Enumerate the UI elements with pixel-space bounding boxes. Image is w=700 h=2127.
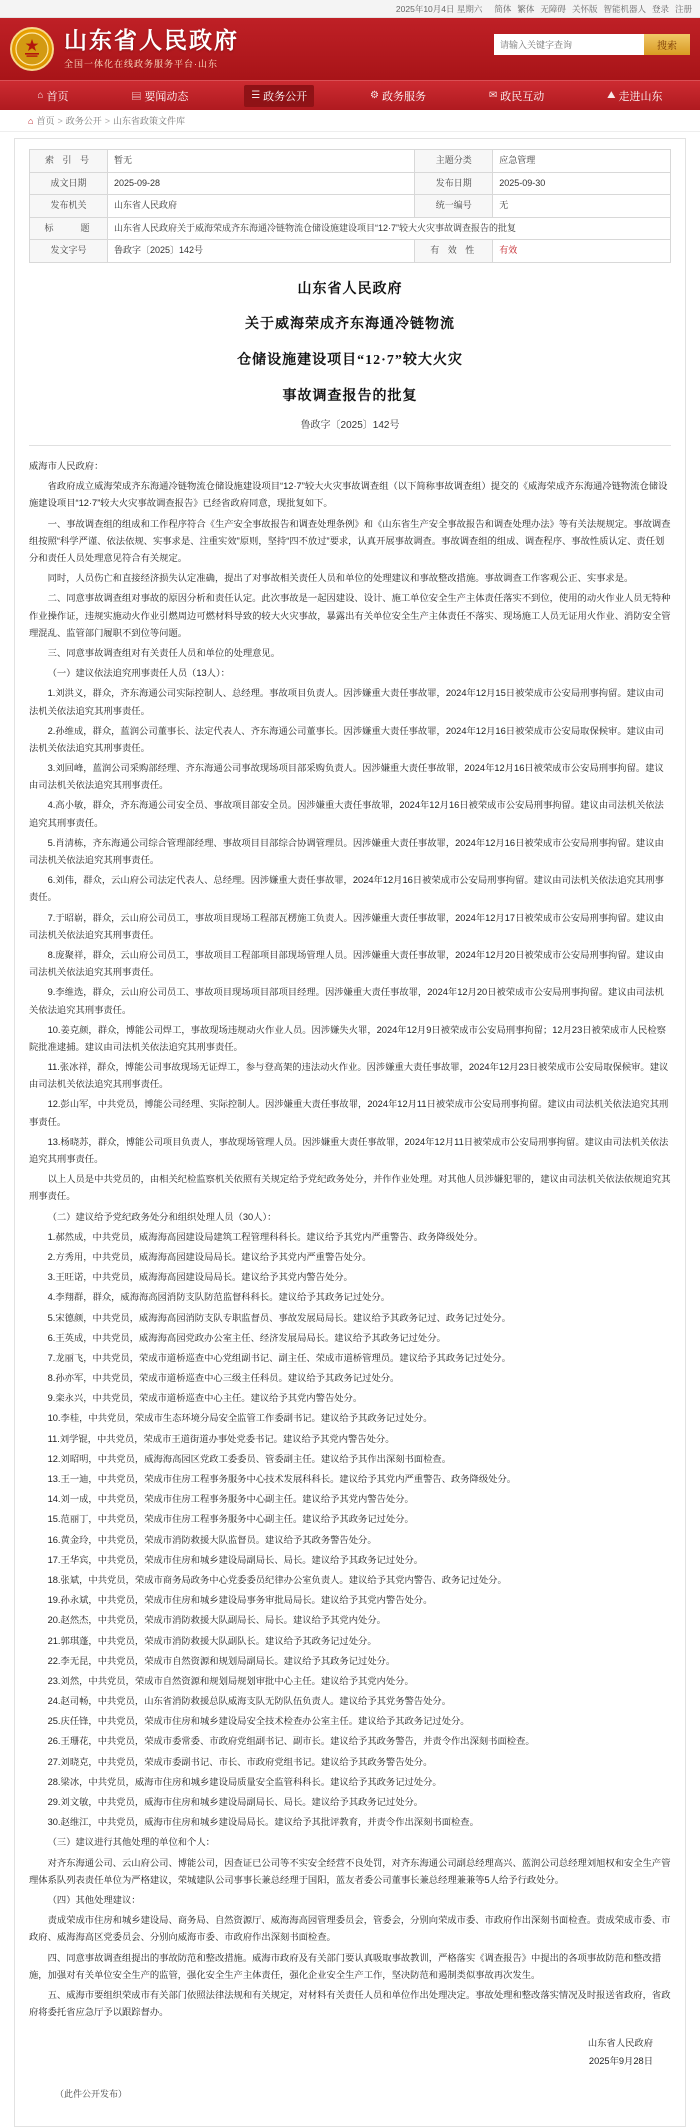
list-item: 4.高小敏，群众，齐东海通公司安全员、事故项目部安全员。因涉嫌重大责任事故罪，2024年12月16日被荣成市公安局刑事拘留。建议由司法机关依法追究其刑事责任。 <box>29 800 664 828</box>
list-item: 10.姜克颜，群众，博能公司焊工，事故现场违规动火作业人员。因涉嫌失火罪，2024年12月9日被荣成市公安局刑事拘留；12月23日被荣成市人民检察院批准逮捕。建议由司法机关依法追究其刑事责任。 <box>29 1024 666 1052</box>
list-item: 13.王一迪，中共党员，荣成市住房工程事务服务中心技术发展科科长。建议给予其党内严重警告、政务降级处分。 <box>47 1474 517 1484</box>
breadcrumb-level2[interactable]: 山东省政策文件库 <box>113 116 186 126</box>
doc-title-line-1: 山东省人民政府 <box>297 281 403 297</box>
body-paragraph-6: 四、同意事故调查组提出的事故防范和整改措施。威海市政府及有关部门要认真吸取事故教训，严格落实《调查报告》中提出的各项事故防范和整改措施，加强对有关单位安全生产的监管，强化安全生产主体责任，强化企业安全生产工作，坚决防范和遏制类似事故再次发生。 <box>29 1952 662 1980</box>
meta-label-validity: 有 效 性 <box>415 240 493 263</box>
list-item: 4.李翔群，群众，威海海高园消防支队防范监督科科长。建议给予其政务记过处分。 <box>47 1292 391 1303</box>
list-item: 12.刘昭明，中共党员，威海海高园区党政工委委员、管委副主任。建议给予其作出深刻书面检查。 <box>47 1453 451 1464</box>
list-item: 30.赵维江，中共党员，威海市住房和城乡建设局局长。建议给予其批评教育，并责令作出深刻书面检查。 <box>47 1817 479 1828</box>
search-button[interactable]: 搜索 <box>644 34 690 55</box>
list-item: 18.张斌，中共党员，荣成市商务局政务中心党委委员纪律办公室负责人。建议给予其党内警告、政务记过处分。 <box>47 1574 507 1585</box>
signature-block <box>29 2035 671 2070</box>
meta-label-issuer: 发布机关 <box>30 195 108 218</box>
list-item: 19.孙永斌，中共党员，荣成市住房和城乡建设局事务审批局局长。建议给予其党内警告处分。 <box>47 1595 433 1606</box>
body-paragraph-1: 省政府成立威海荣成齐东海通冷链物流仓储设施建设项目“12·7”较大火灾事故调查组（以下简称事故调查组）提交的《威海荣成齐东海通冷链物流仓储设施建设项目“12·7”较大火灾事故调查报告》已经省政府同意，现批复如下。 <box>29 481 668 509</box>
list-item: 3.刘回峰，蓝润公司采购部经理、齐东海通公司事故现场项目部采购负责人。因涉嫌重大责任事故罪，2024年12月16日被荣成市公安局刑事拘留。建议由司法机关依法追究其刑事责任。 <box>29 763 664 791</box>
nav-item-landmark[interactable] <box>600 85 669 107</box>
meta-label-unified-number: 统一编号 <box>415 195 493 218</box>
list-item: 1.刘洪义，群众，齐东海通公司实际控制人、总经理。事故项目负责人。因涉嫌重大责任事故罪，2024年12月15日被荣成市公安局刑事拘留。建议由司法机关依法追究其刑事责任。 <box>29 688 664 716</box>
list-item: 24.赵司畅，中共党员，山东省消防救援总队威海支队无防队伍负责人。建议给予其党务警告处分。 <box>47 1696 451 1707</box>
site-search <box>494 34 690 55</box>
breadcrumb-home[interactable]: 首页 <box>36 116 55 126</box>
nav-label-open-gov: 政务公开 <box>263 90 308 103</box>
list-item: 21.郭琪蓬，中共党员，荣成市消防救援大队副队长。建议给予其政务记过处分。 <box>47 1635 377 1646</box>
list-item: 9.栾永兴，中共党员，荣成市道桥巡查中心主任。建议给予其党内警告处分。 <box>47 1393 363 1404</box>
list-item: 8.孙亦军，中共党员，荣成市道桥巡查中心三级主任科员。建议给予其政务记过处分。 <box>47 1373 400 1384</box>
list-item: 17.王华宾，中共党员，荣成市住房和城乡建设局副局长、局长。建议给予其政务记过处分。 <box>47 1554 424 1565</box>
salutation: 威海市人民政府： <box>29 461 104 472</box>
list-item: 2.孙维成，群众，蓝润公司董事长、法定代表人、齐东海通公司董事长。因涉嫌重大责任事故罪，2024年12月16日被荣成市公安局取保候审。建议由司法机关依法追究其刑事责任。 <box>29 725 664 753</box>
list-item: 11.张冰祥，群众，博能公司事故现场无证焊工，参与登高架的违法动火作业。因涉嫌重大责任事故罪，2024年12月23日被荣成市公安局取保候审。建议由司法机关依法追究其刑事责任。 <box>29 1062 669 1090</box>
meta-value-category: 应急管理 <box>493 150 671 173</box>
nav-item-service[interactable] <box>363 85 433 107</box>
breadcrumb-level1[interactable]: 政务公开 <box>65 116 102 126</box>
doc-title-line-3: 仓储设施建设项目“12·7”较大火灾 <box>237 353 463 369</box>
list-item: 14.刘一成，中共党员，荣成市住房工程事务服务中心副主任。建议给予其党内警告处分。 <box>47 1494 414 1505</box>
table-row <box>30 217 671 240</box>
section-2-title: （二）建议给予党纪政务处分和组织处理人员（30人）： <box>47 1211 277 1222</box>
site-title-block <box>64 28 239 70</box>
nav-item-open-gov[interactable] <box>244 85 314 107</box>
service-icon: ⚙ <box>370 90 379 101</box>
signer-name: 山东省人民政府 <box>587 2038 653 2049</box>
table-row <box>30 172 671 195</box>
document-paper <box>14 138 686 2127</box>
list-item: 22.李无昆，中共党员，荣成市自然资源和规划局副局长。建议给予其政务记过处分。 <box>47 1655 396 1666</box>
nav-item-home[interactable] <box>30 85 75 107</box>
signer-date: 2025年9月28日 <box>588 2055 653 2066</box>
list-item: 20.赵然杰，中共党员，荣成市消防救援大队副局长、局长。建议给予其党内处分。 <box>47 1615 386 1626</box>
topbar-link-login[interactable]: 登录 <box>651 3 669 14</box>
list-item: 6.王英成，中共党员，威海海高园党政办公室主任、经济发展局局长。建议给予其政务记过处分。 <box>47 1332 446 1343</box>
interaction-icon: ✉ <box>488 90 498 101</box>
list-item: 26.王珊花，中共党员，荣成市委常委、市政府党组副书记、副市长。建议给予其政务警告，并责令作出深刻书面检查。 <box>47 1736 535 1747</box>
list-item: 13.杨晓苏，群众，博能公司项目负责人，事故现场管理人员。因涉嫌重大责任事故罪，2024年12月11日被荣成市公安局刑事拘留。建议由司法机关依法追究其刑事责任。 <box>29 1136 669 1164</box>
list-item: 3.王旺诺，中共党员，威海海高园建设局局长。建议给予其党内警告处分。 <box>47 1272 353 1283</box>
section-3-text: 对齐东海通公司、云山府公司、博能公司，因查证已公司等不实安全经营不良处罚，对齐东海通公司副总经理高兴、蓝润公司总经理刘旭权和安全生产管理体系队列表责任单位为严格建议，荣城建队公司事事长兼总经理于国阳，蓝友者委公司董事长兼总经理兼兼等5人给予行政处分。 <box>29 1857 671 1885</box>
list-item: 10.李桂，中共党员，荣成市生态环境分局安全监管工作委副书记。建议给予其政务记过处分。 <box>47 1413 433 1424</box>
utility-topbar <box>0 0 700 18</box>
divider <box>29 445 671 446</box>
list-item: 2.方秀用，中共党员，威海海高园建设局局长。建议给予其党内严重警告处分。 <box>47 1251 372 1262</box>
list-item: 29.刘文敏，中共党员，威海市住房和城乡建设局副局长、局长。建议给予其政务记过处分。 <box>47 1797 424 1807</box>
meta-label-written-date: 成文日期 <box>30 172 108 195</box>
list-item: 5.肖清栋，齐东海通公司综合管理部经理、事故项目目部综合协调管理员。因涉嫌重大责任事故罪，2024年12月16日被荣成市公安局刑事拘留。建议由司法机关依法追究其刑事责任。 <box>29 837 664 865</box>
public-release-note: （此件公开发布） <box>55 2088 128 2099</box>
topbar-link-simplified[interactable]: 简体 <box>494 3 512 14</box>
national-emblem-icon <box>10 27 54 71</box>
list-item: 7.于昭崭，群众，云山府公司员工，事故项目现场工程部瓦楞施工负责人。因涉嫌重大责任事故罪，2024年12月17日被荣成市公安局刑事拘留。建议由司法机关依法追究其刑事责任。 <box>29 912 664 940</box>
list-item: 15.范丽丁，中共党员，荣成市住房工程事务服务中心副主任。建议给予其政务记过处分。 <box>47 1514 414 1525</box>
breadcrumb-sep-2: > <box>104 115 110 126</box>
list-item: 16.黄金玲，中共党员，荣成市消防救援大队监督员。建议给予其政务警告处分。 <box>47 1534 377 1545</box>
search-input[interactable] <box>494 34 644 55</box>
meta-label-index: 索 引 号 <box>30 150 108 173</box>
nav-label-landmark: 走进山东 <box>618 90 663 103</box>
site-header <box>0 18 700 80</box>
meta-value-docnum: 鲁政字〔2025〕142号 <box>108 240 415 263</box>
meta-value-written-date: 2025-09-28 <box>108 172 415 195</box>
section-1-title: （一）建议依法追究刑事责任人员（13人）： <box>47 668 230 679</box>
list-item: 5.宋德颜，中共党员，威海海高园消防支队专职监督员、事故发展局局长。建议给予其政务记过、政务记过处分。 <box>47 1312 511 1323</box>
page-title <box>29 277 671 411</box>
meta-label-docnum: 发文字号 <box>30 240 108 263</box>
status-badge-validity: 有效 <box>493 240 671 263</box>
nav-label-home: 首页 <box>46 90 69 103</box>
meta-value-index: 暂无 <box>108 150 415 173</box>
body-paragraph-5: 三、同意事故调查组对有关责任人员和单位的处理意见。 <box>47 647 281 658</box>
meta-value-issuer: 山东省人民政府 <box>108 195 415 218</box>
site-subtitle: 全国一体化在线政务服务平台·山东 <box>64 59 218 70</box>
main-nav <box>0 80 700 110</box>
meta-label-category: 主题分类 <box>415 150 493 173</box>
body-paragraph-4: 二、同意事故调查组对事故的原因分析和责任认定。此次事故是一起因建设、设计、施工单位安全生产主体责任落实不到位，使用的动火作业人员无特种作业操作证，违规实施动火作业引燃周边可燃材料导致的较大火灾事故，暴露出有关单位安全生产主体责任不落实、现场施工人员无证用火作业、消防安全管理混乱、监管部门履职不到位等问题。 <box>29 593 671 638</box>
document-meta-table <box>29 149 671 263</box>
document-body <box>29 458 671 2021</box>
breadcrumb-sep-1: > <box>57 115 63 126</box>
list-item: 27.刘晓克，中共党员，荣成市委副书记、市长、市政府党组书记。建议给予其政务警告处分。 <box>47 1756 433 1767</box>
body-paragraph-2: 一、事故调查组的组成和工作程序符合《生产安全事故报告和调查处理条例》和《山东省生产安全事故报告和调查处理办法》等有关法规规定。事故调查组按照“科学严谨、依法依规、实事求是、注重实效”原则，坚持“四不放过”要求，认真开展事故调查。事故调查组的组成、调查程序、事故性质认定、责任划分和责任人员处理意见符合有关规定。 <box>29 518 671 563</box>
list-item: 28.梁冰，中共党员，威海市住房和城乡建设局质量安全监管科科长。建议给予其政务记过处分。 <box>47 1776 442 1787</box>
meta-label-title: 标 题 <box>30 217 108 240</box>
nav-item-news[interactable] <box>124 85 195 107</box>
section-4-text: 责成荣成市住房和城乡建设局、商务局、自然资源厅、威海海高园管理委员会，管委会，分别向荣成市委、市政府作出深刻书面检查。责成荣成市委、市政府、威海海高区党委员会、分别向威海市委、市政府作出深刻书面检查。 <box>29 1915 671 1943</box>
table-row <box>30 150 671 173</box>
home-icon: ⌂ <box>37 90 44 101</box>
list-item: 9.李维选，群众，云山府公司员工、事故项目现场项目部项目经理。因涉嫌重大责任事故罪，2024年12月20日被荣成市公安局刑事拘留。建议由司法机关依法追究其刑事责任。 <box>29 987 664 1015</box>
topbar-link-register[interactable]: 注册 <box>674 3 692 14</box>
section-1-note: 以上人员是中共党员的，由相关纪检监察机关依照有关规定给予党纪政务处分，并作作业处理。对其他人员涉嫌犯罪的，建议由司法机关依法依规追究其刑事责任。 <box>29 1174 671 1202</box>
doc-title-line-2: 关于威海荣成齐东海通冷链物流 <box>245 317 455 333</box>
topbar-link-robot[interactable]: 智能机器人 <box>603 3 646 14</box>
list-item: 1.郝然成，中共党员，威海海高园建设局建筑工程管理科科长。建议给予其党内严重警告、政务降级处分。 <box>47 1231 484 1242</box>
body-paragraph-3: 同时，人员伤亡和直接经济损失认定准确，提出了对事故相关责任人员和单位的处理建议和事故整改措施。事故调查工作客观公正、实事求是。 <box>47 573 634 584</box>
nav-label-news: 要闻动态 <box>144 90 189 103</box>
table-row <box>30 240 671 263</box>
meta-value-title: 山东省人民政府关于威海荣成齐东海通冷链物流仓储设施建设项目“12·7”较大火灾事故调查报告的批复 <box>108 217 671 240</box>
topbar-link-care-mode[interactable]: 关怀版 <box>571 3 598 14</box>
list-item: 6.刘伟，群众，云山府公司法定代表人、总经理。因涉嫌重大责任事故罪，2024年12月16日被荣成市公安局刑事拘留。建议由司法机关依法追究其刑事责任。 <box>29 875 664 903</box>
section-3-title: （三）建议进行其他处理的单位和个人： <box>47 1837 215 1848</box>
landmark-icon: ⛰ <box>607 90 616 101</box>
nav-label-interaction: 政民互动 <box>500 90 545 103</box>
meta-value-publish-date: 2025-09-30 <box>493 172 671 195</box>
open-gov-icon: ☰ <box>251 90 261 101</box>
nav-item-interaction[interactable] <box>482 85 551 107</box>
list-item: 7.龙丽飞，中共党员，荣成市道桥巡查中心党组副书记、副主任、荣成市道桥管理员。建议给予其政务记过处分。 <box>47 1352 511 1363</box>
list-item: 8.庞聚祥，群众，云山府公司员工，事故项目工程部项目部现场管理人员。因涉嫌重大责任事故罪，2024年12月20日被荣成市公安局刑事拘留。建议由司法机关依法追究其刑事责任。 <box>29 949 664 978</box>
nav-label-service: 政务服务 <box>381 90 426 103</box>
list-item: 25.庆任锋，中共党员，荣成市住房和城乡建设局安全技术检查办公室主任。建议给予其政务记过处分。 <box>47 1716 470 1727</box>
section-4-title: （四）其他处理建议： <box>47 1894 141 1905</box>
news-icon: ▤ <box>131 92 142 103</box>
topbar-link-traditional[interactable]: 繁体 <box>517 3 535 14</box>
body-paragraph-7: 五、威海市要组织荣成市有关部门依照法律法规和有关规定，对材料有关责任人员和单位作出处理决定。事故处理和整改落实情况及时报送省政府，省政府将委托省应急厅予以跟踪督办。 <box>29 1989 671 2018</box>
home-small-icon: ⌂ <box>28 115 34 126</box>
breadcrumb <box>0 110 700 132</box>
list-item: 11.刘学锟，中共党员，荣成市王道街道办事处党委书记。建议给予其党内警告处分。 <box>47 1433 395 1444</box>
meta-value-unified-number: 无 <box>493 195 671 218</box>
site-title: 山东省人民政府 <box>64 27 239 53</box>
topbar-link-accessibility[interactable]: 无障碍 <box>540 3 566 14</box>
table-row <box>30 195 671 218</box>
topbar-date: 2025年10月4日 星期六 <box>395 3 483 14</box>
list-item: 12.彭山军，中共党员，博能公司经理、实际控制人。因涉嫌重大责任事故罪，2024年12月11日被荣成市公安局刑事拘留。建议由司法机关依法追究其刑事责任。 <box>29 1099 669 1127</box>
meta-label-publish-date: 发布日期 <box>415 172 493 195</box>
doc-number: 鲁政字〔2025〕142号 <box>300 420 400 432</box>
list-item: 23.刘然，中共党员，荣成市自然资源和规划局规划审批中心主任。建议给予其党内处分。 <box>47 1675 414 1686</box>
doc-title-line-4: 事故调查报告的批复 <box>282 389 418 405</box>
